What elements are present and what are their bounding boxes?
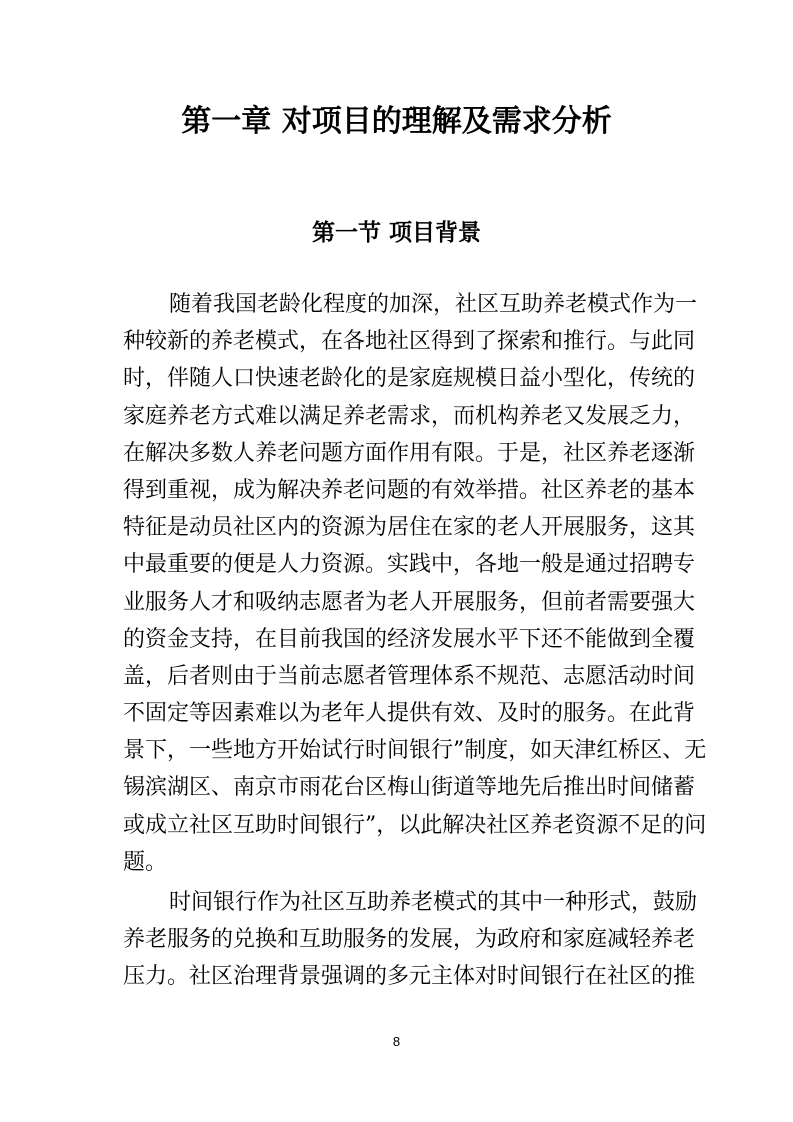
text-line: 种较新的养老模式，在各地社区得到了探索和推行。与此同	[123, 329, 696, 355]
text-line: 得到重视，成为解决养老问题的有效举措。社区养老的基本	[123, 477, 696, 503]
text-line: 养老服务的兑换和互助服务的发展，为政府和家庭减轻养老	[123, 927, 696, 953]
text-line: 随着我国老龄化程度的加深，社区互助养老模式作为一	[169, 292, 698, 317]
text-line: 中最重要的便是人力资源。实践中，各地一般是通过招聘专	[123, 552, 696, 578]
text-line: 不固定等因素难以为老年人提供有效、及时的服务。在此背	[123, 701, 696, 727]
text-line: 压力。社区治理背景强调的多元主体对时间银行在社区的推	[123, 964, 696, 990]
text-line: 盖，后者则由于当前志愿者管理体系不规范、志愿活动时间	[123, 663, 696, 689]
text-line: 在解决多数人养老问题方面作用有限。于是，社区养老逐渐	[123, 440, 696, 466]
chapter-title: 第一章 对项目的理解及需求分析	[181, 104, 612, 139]
paragraph-1	[123, 286, 707, 881]
paragraph-2	[123, 884, 698, 996]
text-line: 景下，一些地方开始试行时间银行”制度，如天津红桥区、无	[123, 738, 707, 764]
text-line: 特征是动员社区内的资源为居住在家的老人开展服务，这其	[123, 515, 696, 541]
text-line: 时，伴随人口快速老龄化的是家庭规模日益小型化，传统的	[123, 366, 696, 392]
page-number: 8	[392, 1034, 401, 1049]
section-title: 第一节 项目背景	[311, 220, 481, 246]
text-line: 或成立社区互助时间银行”，以此解决社区养老资源不足的问	[123, 812, 707, 838]
text-line: 业服务人才和吸纳志愿者为老人开展服务，但前者需要强大	[123, 589, 696, 615]
text-line: 锡滨湖区、南京市雨花台区梅山街道等地先后推出时间储蓄	[123, 775, 696, 801]
text-line: 题。	[123, 849, 168, 875]
text-line: 的资金支持，在目前我国的经济发展水平下还不能做到全覆	[123, 626, 696, 652]
text-line: 家庭养老方式难以满足养老需求，而机构养老又发展乏力，	[123, 403, 696, 429]
text-line: 时间银行作为社区互助养老模式的其中一种形式，鼓励	[169, 890, 698, 915]
